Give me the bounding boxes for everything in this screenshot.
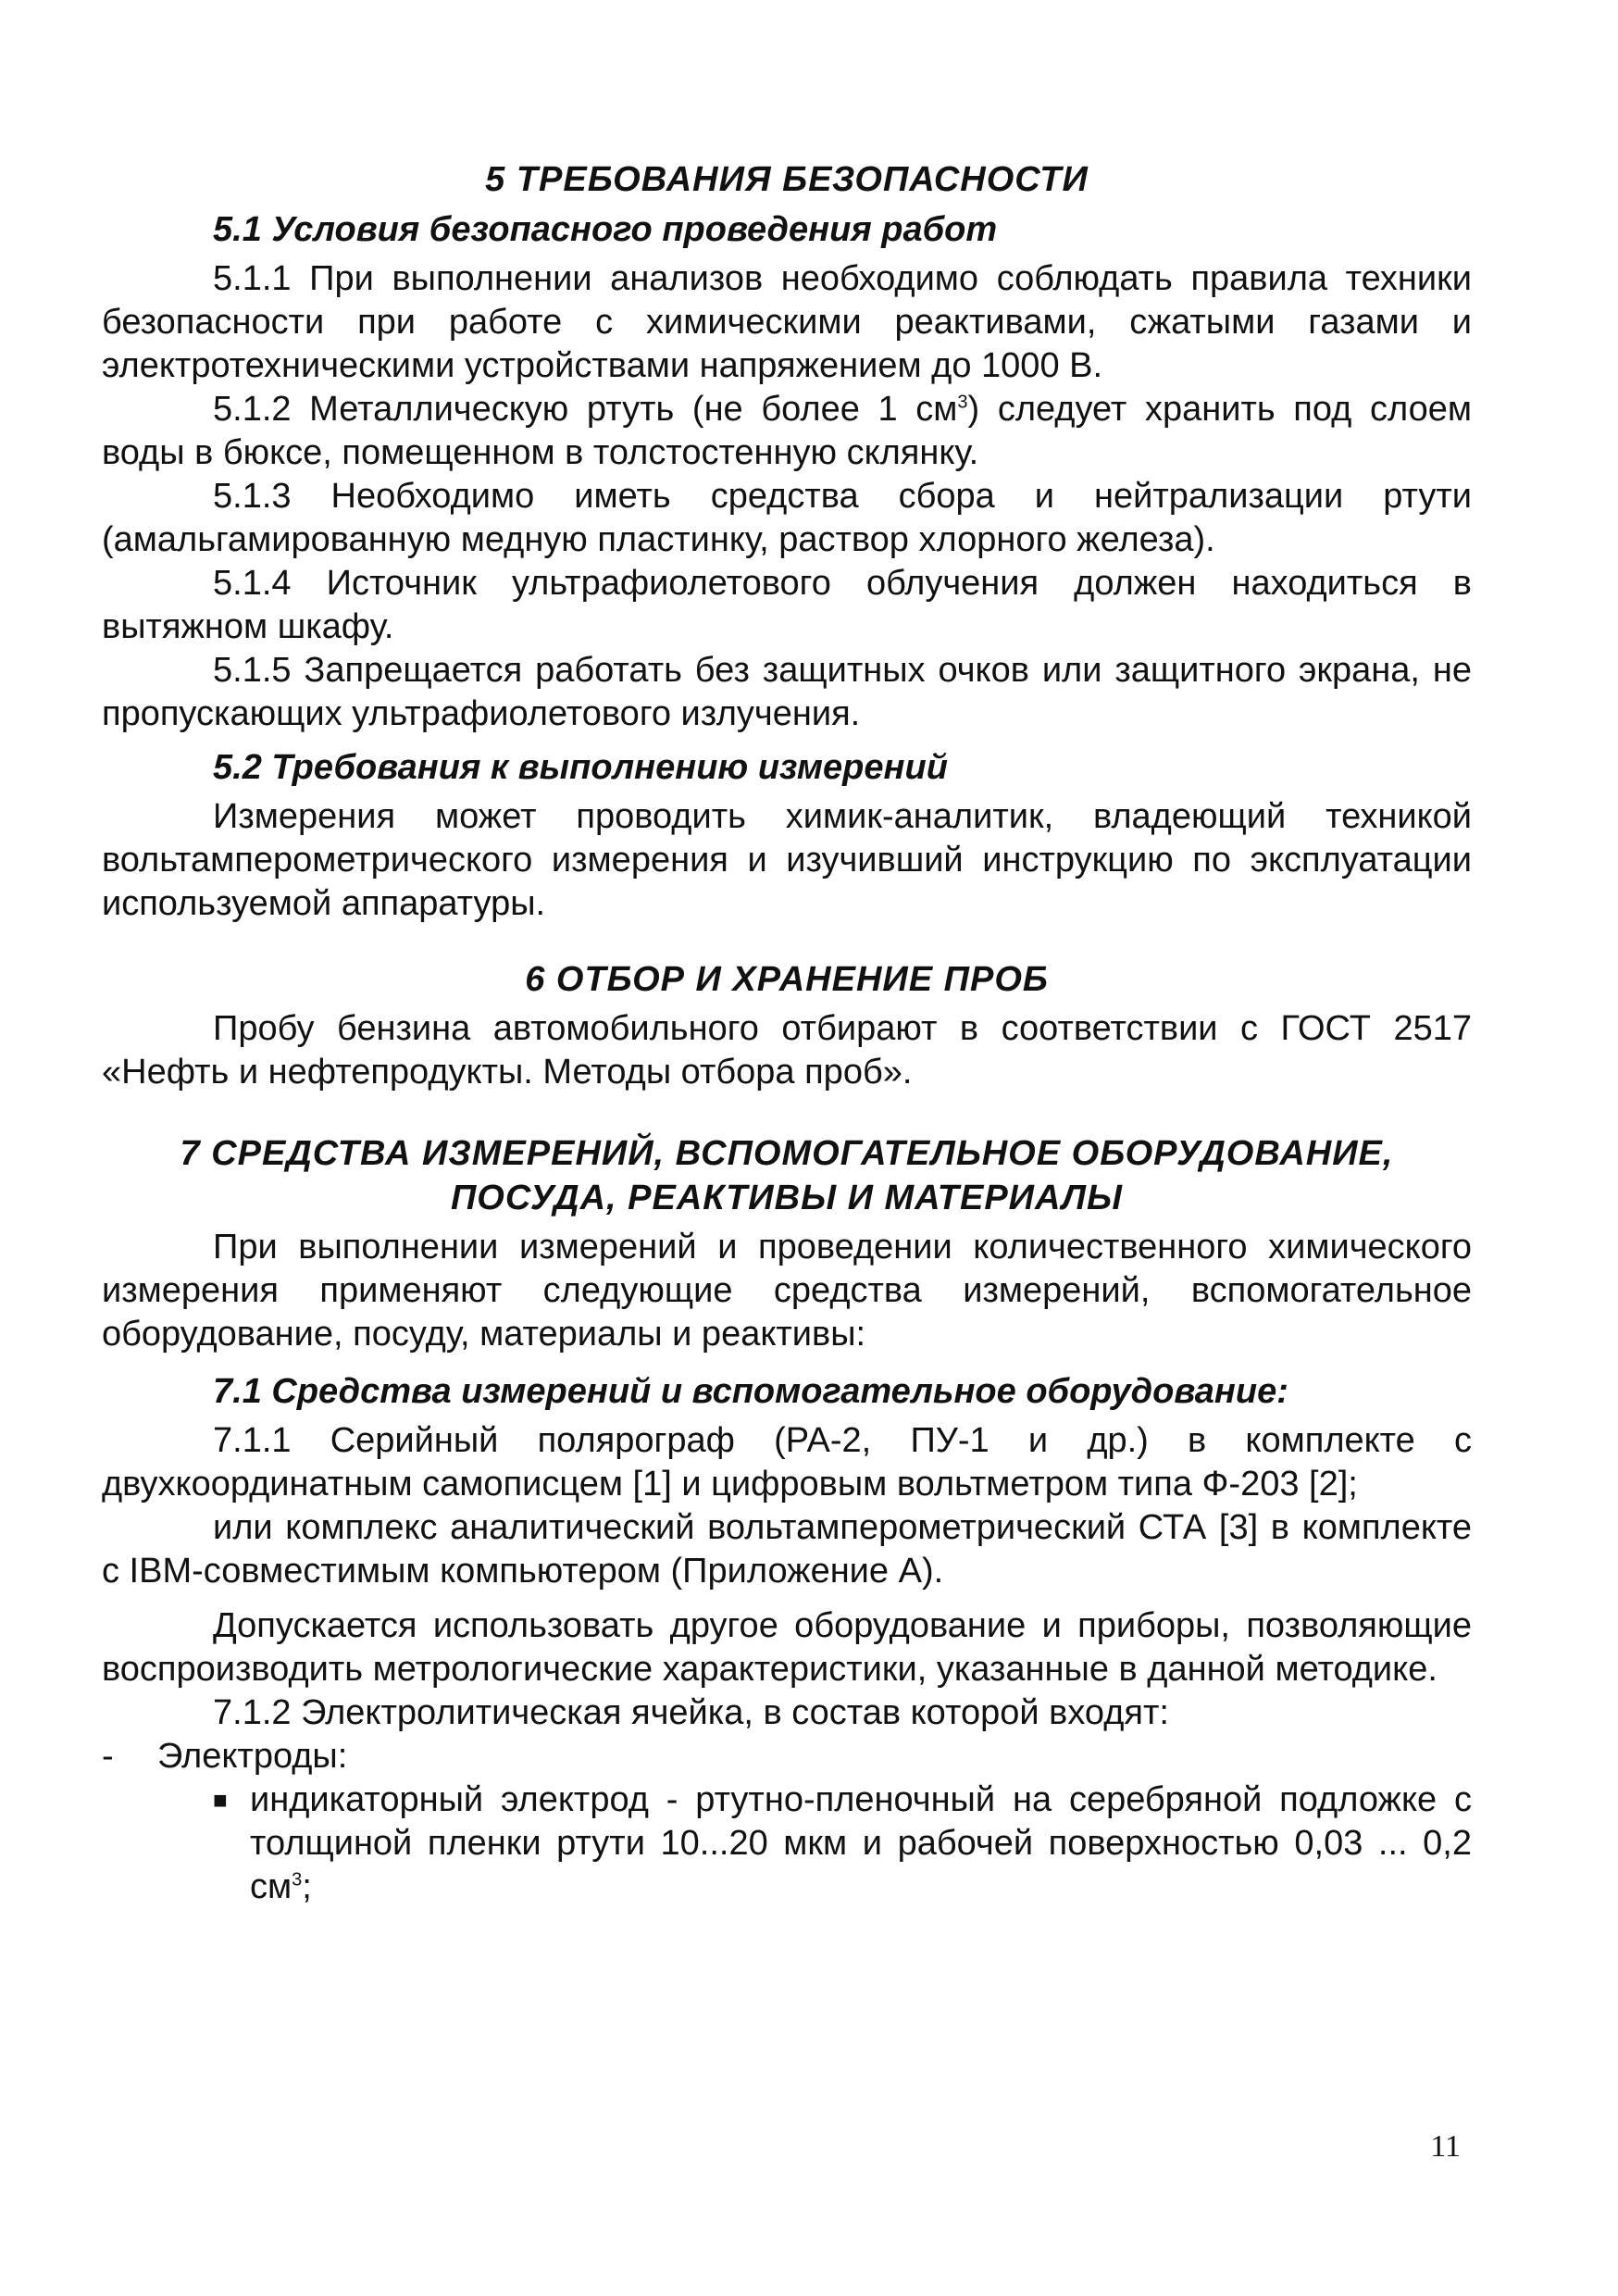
section-7-heading-line1: 7 СРЕДСТВА ИЗМЕРЕНИЙ, ВСПОМОГАТЕЛЬНОЕ ОБОРУДОВАНИЕ, [180,1134,1394,1173]
square-bullet-icon: ■ [213,1786,228,1814]
list-item-label: Электроды: [157,1737,348,1776]
page-number: 11 [1430,2129,1461,2164]
paragraph-7-intro: При выполнении измерений и проведении количественного химического измерения применяют следующие средства измерений, вспомогательное оборудование, посуду, материалы и реактивы: [102,1228,1472,1354]
superscript-3: 3 [957,392,968,413]
paragraph-allowed-equipment: Допускается использовать другое оборудование и приборы, позволяющие воспроизводить метрологические характеристики, указанные в данной методике. [102,1606,1472,1689]
document-page [102,157,1472,1909]
subsection-7-1-heading: 7.1 Средства измерений и вспомогательное оборудование: [213,1372,1288,1411]
section-7-heading [102,1131,1472,1220]
list-item-indicator-electrode [213,1778,1472,1909]
paragraph-5-1-1: 5.1.1 При выполнении анализов необходимо соблюдать правила техники безопасности при работе с химическими реактивами, сжатыми газами и электротехническими устройствами напряжением до 1000 В. [102,259,1472,385]
subsection-5-2-heading: 5.2 Требования к выполнению измерений [213,748,948,787]
list-item-electrodes [102,1735,1472,1778]
section-6-heading: 6 ОТБОР И ХРАНЕНИЕ ПРОБ [525,960,1049,999]
dash-marker: - [102,1737,114,1776]
section-7-heading-line2: ПОСУДА, РЕАКТИВЫ И МАТЕРИАЛЫ [450,1179,1124,1217]
paragraph-5-1-3: 5.1.3 Необходимо иметь средства сбора и нейтрализации ртути (амальгамированную медную пластинку, раствор хлорного железа). [102,477,1472,559]
paragraph-6: Пробу бензина автомобильного отбирают в соответствии с ГОСТ 2517 «Нефть и нефтепродукты. Методы отбора проб». [102,1009,1472,1092]
list-item-text: индикаторный электрод - ртутно-пленочный на серебряной подложке с толщиной пленки ртути 10...20 мкм и рабочей поверхностью 0,03 ... 0,2 $см^3$; [250,1780,1472,1906]
paragraph-7-1-1-alternative: или комплекс аналитический вольтамперометрический СТА [3] в комплекте с IBM-совместимым компьютером (Приложение А). [102,1508,1472,1591]
section-5-heading: 5 ТРЕБОВАНИЯ БЕЗОПАСНОСТИ [485,160,1089,199]
paragraph-5-1-5: 5.1.5 Запрещается работать без защитных очков или защитного экрана, не пропускающих ультрафиолетового излучения. [102,651,1472,733]
paragraph-7-1-1: 7.1.1 Серийный полярограф (РА-2, ПУ-1 и др.) в комплекте с двухкоординатным самописцем [1] и цифровым вольтметром типа Ф-203 [2]; [102,1421,1472,1504]
superscript-3: 3 [292,1869,303,1890]
paragraph-7-1-2: 7.1.2 Электролитическая ячейка, в состав которой входят: [213,1693,1169,1732]
subsection-5-1-heading: 5.1 Условия безопасного проведения работ [213,210,998,249]
paragraph-5-1-4: 5.1.4 Источник ультрафиолетового облучения должен находиться в вытяжном шкафу. [102,564,1472,646]
paragraph-5-1-2: 5.1.2 Металлическую ртуть (не более 1 $см^3$) следует хранить под слоем воды в бюксе, помещенном в толстостенную склянку. [102,390,1472,472]
paragraph-5-2: Измерения может проводить химик-аналитик, владеющий техникой вольтамперометрического измерения и изучивший инструкцию по эксплуатации используемой аппаратуры. [102,797,1472,923]
